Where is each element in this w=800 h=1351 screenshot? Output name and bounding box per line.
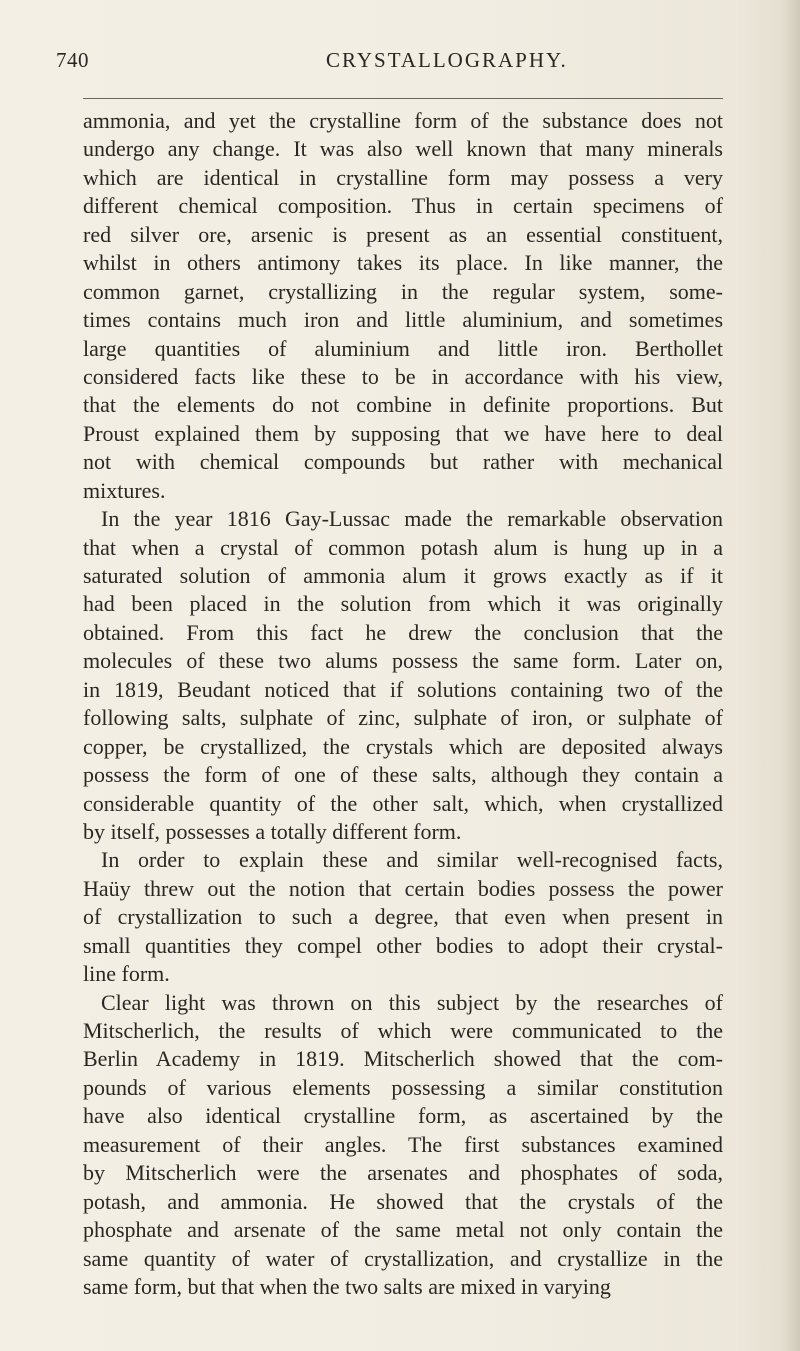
paragraph xyxy=(83,989,723,1302)
text-line: times contains much iron and little aluminium, and sometimes xyxy=(83,307,723,333)
text-line: red silver ore, arsenic is present as an essential constituent, xyxy=(83,221,723,247)
text-line: undergo any change. It was also well known that many minerals xyxy=(83,136,723,162)
text-line: of crystallization to such a degree, that even when present in xyxy=(83,904,723,930)
page-edge-shadow xyxy=(782,0,800,1351)
page-number: 740 xyxy=(56,48,89,72)
text-line: Proust explained them by supposing that we have here to deal xyxy=(83,420,723,446)
text-line: Haüy threw out the notion that certain bodies possess the power xyxy=(83,875,723,901)
text-line: same quantity of water of crystallization, and crystallize in the xyxy=(83,1245,723,1271)
text-line: pounds of various elements possessing a similar constitution xyxy=(83,1074,723,1100)
text-line: possess the form of one of these salts, although they contain a xyxy=(83,762,723,788)
text-line: Mitscherlich, the results of which were communicated to the xyxy=(83,1018,723,1043)
text-line: Berlin Academy in 1819. Mitscherlich showed that the com- xyxy=(83,1046,723,1072)
running-title: CRYSTALLOGRAPHY. xyxy=(326,48,568,72)
paragraph xyxy=(83,846,723,988)
text-line: had been placed in the solution from which it was originally xyxy=(83,591,723,617)
text-line: that when a crystal of common potash alum is hung up in a xyxy=(83,534,723,560)
header-rule xyxy=(83,98,723,99)
text-line: by itself, possesses a totally different form. xyxy=(83,818,462,844)
text-line: considered facts like these to be in accordance with his view, xyxy=(83,363,723,389)
paragraph xyxy=(83,505,723,846)
text-line: following salts, sulphate of zinc, sulphate of iron, or sulphate of xyxy=(83,705,723,731)
text-line: that the elements do not combine in definite proportions. But xyxy=(83,392,723,418)
text-line: large quantities of aluminium and little iron. Berthollet xyxy=(83,335,723,361)
text-line: same form, but that when the two salts are mixed in varying xyxy=(83,1273,611,1299)
text-line: line form. xyxy=(83,961,170,987)
paragraph xyxy=(83,107,723,505)
text-line: copper, be crystallized, the crystals which are deposited always xyxy=(83,733,723,759)
text-line: potash, and ammonia. He showed that the crystals of the xyxy=(83,1188,723,1214)
text-line: Clear light was thrown on this subject by the researches of xyxy=(101,989,723,1015)
text-line: considerable quantity of the other salt, which, when crystallized xyxy=(83,790,723,816)
text-line: whilst in others antimony takes its place. In like manner, the xyxy=(83,250,723,276)
body-text xyxy=(83,107,723,1301)
page-header xyxy=(56,48,756,78)
text-line: measurement of their angles. The first substances examined xyxy=(83,1131,723,1157)
text-line: molecules of these two alums possess the same form. Later on, xyxy=(83,648,723,674)
text-line: phosphate and arsenate of the same metal not only contain the xyxy=(83,1217,723,1243)
text-line: different chemical composition. Thus in certain specimens of xyxy=(83,193,723,219)
text-line: which are identical in crystalline form may possess a very xyxy=(83,164,723,190)
text-line: In order to explain these and similar well-recognised facts, xyxy=(101,847,723,873)
text-line: In the year 1816 Gay-Lussac made the remarkable observation xyxy=(101,506,723,532)
text-line: common garnet, crystallizing in the regular system, some- xyxy=(83,278,723,304)
text-line: in 1819, Beudant noticed that if solutions containing two of the xyxy=(83,676,723,702)
text-line: obtained. From this fact he drew the conclusion that the xyxy=(83,619,723,645)
text-line: have also identical crystalline form, as ascertained by the xyxy=(83,1103,723,1129)
text-line: not with chemical compounds but rather with mechanical xyxy=(83,449,723,475)
text-line: saturated solution of ammonia alum it grows exactly as if it xyxy=(83,563,723,588)
text-line: small quantities they compel other bodies to adopt their crystal- xyxy=(83,932,723,958)
text-line: by Mitscherlich were the arsenates and phosphates of soda, xyxy=(83,1160,723,1186)
text-line: mixtures. xyxy=(83,477,166,503)
text-line: ammonia, and yet the crystalline form of the substance does not xyxy=(83,108,723,133)
